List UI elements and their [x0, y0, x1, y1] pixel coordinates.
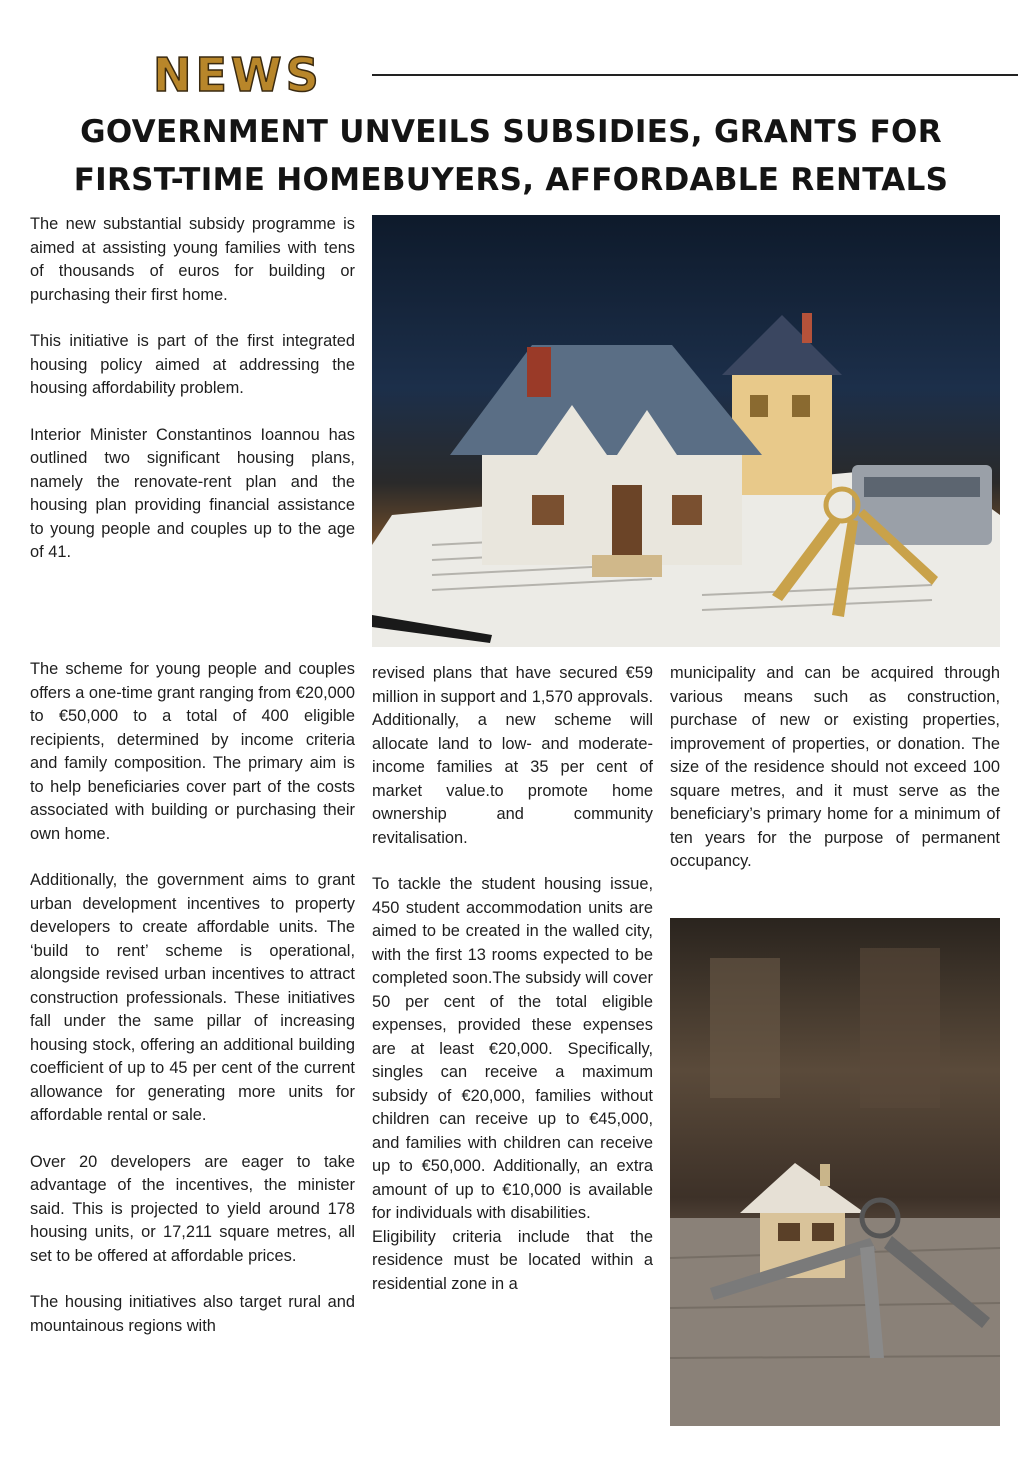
house-keys-illustration: [670, 918, 1000, 1426]
section-label: NEWS: [153, 48, 323, 102]
column-1-top: [30, 213, 355, 588]
header-rule: [372, 74, 1018, 76]
paragraph: Additionally, the government aims to grant urban development incentives to property developers to create affordable units. The ‘build to rent’ scheme is operational, alongside revised urban incentives to attract construction professionals. These initiatives fall under the same pillar of increasing housing stock, offering an additional building coefficient of up to 45 per cent of the current allowance for generating more units for affordable rental or sale.: [30, 871, 355, 1124]
column-1-bottom: [30, 658, 355, 1338]
house-model-photo: [372, 215, 1000, 647]
paragraph: Over 20 developers are eager to take advantage of the incentives, the minister said. This is projected to yield around 178 housing units, or 17,211 square metres, all set to be offered at affordable prices.: [30, 1152, 355, 1265]
paragraph: The housing initiatives also target rural and mountainous regions with: [30, 1293, 355, 1335]
column-2: [372, 662, 653, 1296]
column-3: [670, 662, 1000, 897]
paragraph: revised plans that have secured €59 million in support and 1,570 approvals. Additionally, a new scheme will allocate land to low- and moderate-income families at 35 per cent of market value.to promote home ownership and community revitalisation.: [372, 664, 653, 847]
paragraph: The new substantial subsidy programme is aimed at assisting young families with tens of thousands of euros for building or purchasing their first home.: [30, 215, 355, 304]
paragraph: Interior Minister Constantinos Ioannou has outlined two significant housing plans, namely the renovate-rent plan and the housing plan providing financial assistance to young people and couples up to the age of 41.: [30, 425, 355, 561]
paragraph: municipality and can be acquired through various means such as construction, purchase of new or existing properties, improvement of properties, or donation. The size of the residence should not exceed 100 square metres, and it must serve as the beneficiary’s primary home for a minimum of ten years for the purpose of permanent occupancy.: [670, 664, 1000, 870]
paragraph: Eligibility criteria include that the residence must be located within a residential zone in a: [372, 1227, 653, 1293]
headline: GOVERNMENT UNVEILS SUBSIDIES, GRANTS FOR FIRST-TIME HOMEBUYERS, AFFORDABLE RENTALS: [73, 114, 949, 198]
house-model-illustration: [372, 215, 1000, 647]
paragraph: The scheme for young people and couples offers a one-time grant ranging from €20,000 to €50,000 to a total of 400 eligible recipients, determined by income criteria and family composition. The primary aim is to help beneficiaries cover part of the costs associated with building or purchasing their own home.: [30, 660, 355, 843]
paragraph: To tackle the student housing issue, 450 student accommodation units are aimed to be created in the walled city, with the first 13 rooms expected to be completed soon.The subsidy will cover 50 per cent of the total eligible expenses, provided these expenses are at least €20,000. Specifically, singles can receive a maximum subsidy of €20,000, families without children can receive up to €45,000, and families with children can receive up to €50,000. Additionally, an extra amount of up to €10,000 is available for individuals with disabilities.: [372, 875, 653, 1222]
paragraph: This initiative is part of the first integrated housing policy aimed at addressing the housing affordability problem.: [30, 332, 355, 397]
house-keys-photo: [670, 918, 1000, 1426]
